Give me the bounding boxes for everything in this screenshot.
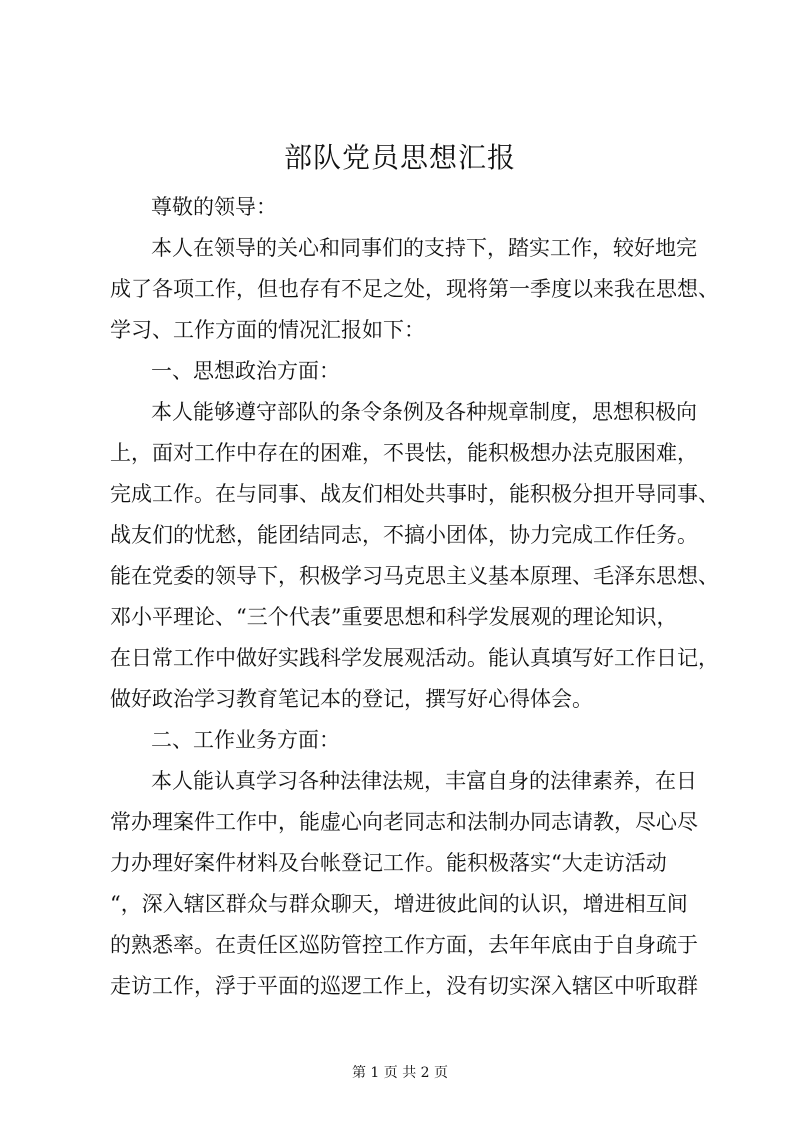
body-line: 的熟悉率。在责任区巡防管控工作方面，去年年底由于自身疏于: [110, 933, 698, 957]
body-line: 做好政治学习教育笔记本的登记，撰写好心得体会。: [110, 687, 593, 711]
body-line: 邓小平理论、“三个代表”重要思想和科学发展观的理论知识，: [110, 605, 678, 629]
body-line: 走访工作，浮于平面的巡逻工作上，没有切实深入辖区中听取群: [110, 974, 698, 998]
body-line: 在日常工作中做好实践科学发展观活动。能认真填写好工作日记，: [110, 646, 719, 670]
body-line: 力办理好案件材料及台帐登记工作。能积极落实“大走访活动: [110, 851, 667, 875]
body-line: 本人在领导的关心和同事们的支持下，踏实工作，较好地完: [151, 236, 697, 260]
body-line: 成了各项工作，但也存有不足之处，现将第一季度以来我在思想、: [110, 277, 719, 301]
body-line: 学习、工作方面的情况汇报如下：: [110, 318, 425, 342]
section-heading: 二、工作业务方面：: [151, 728, 340, 752]
body-line: 本人能认真学习各种法律法规，丰富自身的法律素养，在日: [151, 769, 697, 793]
body-line: 完成工作。在与同事、战友们相处共事时，能积极分担开导同事、: [110, 482, 719, 506]
section-heading: 一、思想政治方面：: [151, 359, 340, 383]
body-line: “，深入辖区群众与群众聊天，增进彼此间的认识，增进相互间: [110, 892, 688, 916]
body-line: 战友们的忧愁，能团结同志，不搞小团体，协力完成工作任务。: [110, 523, 698, 547]
body-line: 常办理案件工作中，能虚心向老同志和法制办同志请教，尽心尽: [110, 810, 698, 834]
salutation-line: 尊敬的领导：: [151, 195, 277, 219]
body-line: 上，面对工作中存在的困难，不畏怯，能积极想办法克服困难，: [110, 441, 698, 465]
document-title: 部队党员思想汇报: [283, 141, 516, 174]
body-line: 本人能够遵守部队的条令条例及各种规章制度，思想积极向: [151, 400, 697, 424]
body-line: 能在党委的领导下，积极学习马克思主义基本原理、毛泽东思想、: [110, 564, 719, 588]
page-footer: 第 1 页 共 2 页: [351, 1065, 449, 1081]
